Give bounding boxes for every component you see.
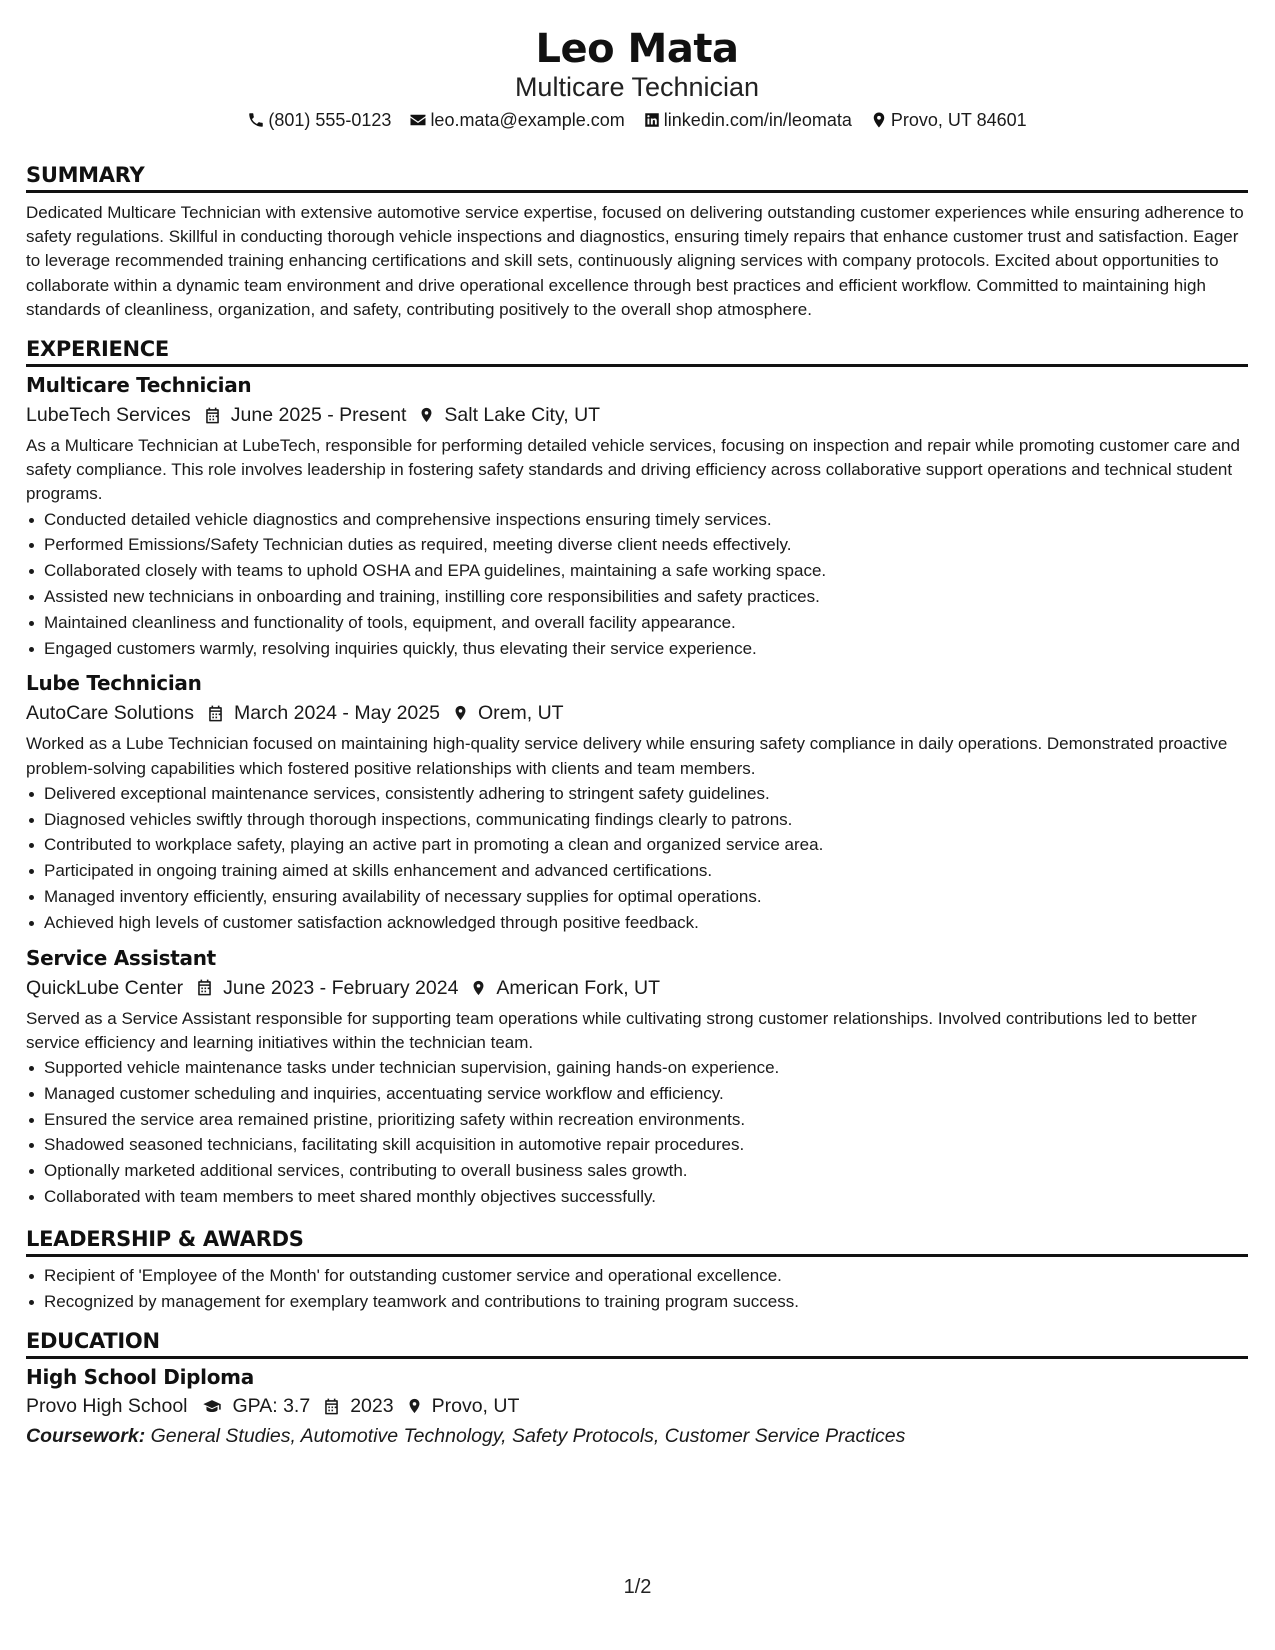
candidate-name: Leo Mata (535, 26, 739, 72)
education-meta (26, 1392, 1248, 1420)
location-text: Provo, UT 84601 (890, 110, 1027, 130)
degree-title: High School Diploma (26, 1365, 254, 1390)
job-location: Orem, UT (477, 702, 564, 725)
company-name: AutoCare Solutions (26, 702, 195, 725)
list-item: Optionally marketed additional services, contributing to overall business sales growth. (44, 1158, 1248, 1184)
job-title: Service Assistant (26, 945, 216, 970)
job-entry (26, 372, 1248, 661)
contact-bar (26, 108, 1248, 132)
list-item: Assisted new technicians in onboarding and training, instilling core responsibilities and safety practices. (44, 584, 1248, 610)
job-meta (26, 699, 1248, 727)
list-item: Engaged customers warmly, resolving inquiries quickly, thus elevating their service experience. (44, 636, 1248, 662)
list-item: Conducted detailed vehicle diagnostics and comprehensive inspections ensuring timely services. (44, 507, 1248, 533)
job-dates: March 2024 - May 2025 (234, 702, 440, 725)
list-item: Contributed to workplace safety, playing an active part in promoting a clean and organized service area. (44, 832, 1248, 858)
company-name: QuickLube Center (26, 976, 184, 999)
job-meta (26, 401, 1248, 429)
list-item: Shadowed seasoned technicians, facilitating skill acquisition in automotive repair procedures. (44, 1132, 1248, 1158)
job-meta (26, 974, 1248, 1002)
job-bullets (26, 1055, 1248, 1210)
phone-icon (247, 111, 265, 129)
linkedin-text: linkedin.com/in/leomata (663, 110, 852, 130)
list-item: Participated in ongoing training aimed at skills enhancement and advanced certifications. (44, 858, 1248, 884)
list-item: Recipient of 'Employee of the Month' for outstanding customer service and operational excellence. (44, 1263, 1248, 1289)
contact-location (870, 108, 1027, 132)
summary-heading: SUMMARY (26, 162, 1248, 193)
map-pin-icon (470, 978, 487, 998)
list-item: Maintained cleanliness and functionality of tools, equipment, and overall facility appearance. (44, 610, 1248, 636)
map-pin-icon (870, 111, 888, 129)
experience-heading: EXPERIENCE (26, 336, 1248, 367)
resume-page (26, 0, 1248, 1450)
graduation-year: 2023 (350, 1395, 394, 1418)
education-heading: EDUCATION (26, 1328, 1248, 1359)
list-item: Managed customer scheduling and inquiries, accentuating service workflow and efficiency. (44, 1081, 1248, 1107)
job-title: Lube Technician (26, 671, 202, 696)
contact-linkedin[interactable] (643, 108, 852, 132)
job-entry (26, 945, 1248, 1210)
candidate-title: Multicare Technician (514, 72, 760, 102)
job-entry (26, 670, 1248, 935)
list-item: Delivered exceptional maintenance services, consistently adhering to stringent safety guidelines. (44, 781, 1248, 807)
page-number: 1/2 (623, 1576, 652, 1598)
phone-text: (801) 555-0123 (268, 110, 392, 130)
job-description: Worked as a Lube Technician focused on maintaining high-quality service delivery while ensuring safety compliance in daily operations. Demonstrated proactive problem-solving capabilities which fostered positive relationships with clients and team members. (26, 734, 1228, 778)
summary-text: Dedicated Multicare Technician with extensive automotive service expertise, focused on delivering outstanding customer experiences while ensuring adherence to safety regulations. Skillful in conducting thorough vehicle inspections and diagnostics, ensuring timely repairs that enhance customer trust and satisfaction. Eager to leverage recommended training enhancing certifications and skill sets, continuously aligning services with company protocols. Excited about opportunities to collaborate within a dynamic team environment and drive operational excellence through best practices and efficient workflow. Committed to maintaining high standards of cleanliness, organization, and safety, contributing positively to the overall shop atmosphere. (26, 203, 1244, 319)
list-item: Managed inventory efficiently, ensuring availability of necessary supplies for optimal operations. (44, 884, 1248, 910)
calendar-icon (203, 406, 222, 425)
graduation-cap-icon (200, 1397, 224, 1416)
coursework-label: Coursework: (26, 1425, 146, 1448)
list-item: Collaborated with team members to meet shared monthly objectives successfully. (44, 1184, 1248, 1210)
list-item: Collaborated closely with teams to uphold OSHA and EPA guidelines, maintaining a safe working space. (44, 558, 1248, 584)
job-location: Salt Lake City, UT (444, 404, 601, 427)
list-item: Ensured the service area remained pristine, prioritizing safety within recreation environments. (44, 1107, 1248, 1133)
school-name: Provo High School (26, 1395, 188, 1418)
list-item: Recognized by management for exemplary teamwork and contributions to training program success. (44, 1289, 1248, 1315)
calendar-icon (195, 978, 214, 997)
map-pin-icon (452, 703, 469, 723)
coursework-text: General Studies, Automotive Technology, Safety Protocols, Customer Service Practices (150, 1425, 906, 1448)
experience-section (26, 336, 1248, 1210)
map-pin-icon (418, 405, 435, 425)
job-bullets (26, 781, 1248, 936)
education-section (26, 1328, 1248, 1450)
summary-section (26, 162, 1248, 322)
awards-heading: LEADERSHIP & AWARDS (26, 1226, 1248, 1257)
awards-section (26, 1226, 1248, 1315)
coursework-line (26, 1422, 1248, 1450)
list-item: Achieved high levels of customer satisfaction acknowledged through positive feedback. (44, 910, 1248, 936)
calendar-icon (322, 1397, 341, 1416)
job-bullets (26, 507, 1248, 662)
job-title: Multicare Technician (26, 373, 252, 398)
linkedin-icon (643, 111, 661, 129)
list-item: Diagnosed vehicles swiftly through thorough inspections, communicating findings clearly to patrons. (44, 807, 1248, 833)
list-item: Supported vehicle maintenance tasks under technician supervision, gaining hands-on experience. (44, 1055, 1248, 1081)
awards-bullets (26, 1263, 1248, 1315)
email-text: leo.mata@example.com (430, 110, 625, 130)
gpa-text: GPA: 3.7 (232, 1395, 311, 1418)
calendar-icon (206, 704, 225, 723)
job-dates: June 2023 - February 2024 (223, 976, 459, 999)
contact-email[interactable] (409, 108, 624, 132)
job-description: Served as a Service Assistant responsible for supporting team operations while cultivating strong customer relationships. Involved contributions led to better service efficiency and learning initiatives within the technician team. (26, 1008, 1197, 1052)
map-pin-icon (406, 1396, 423, 1416)
list-item: Performed Emissions/Safety Technician duties as required, meeting diverse client needs effectively. (44, 532, 1248, 558)
company-name: LubeTech Services (26, 404, 191, 427)
job-description: As a Multicare Technician at LubeTech, responsible for performing detailed vehicle services, focusing on inspection and repair while promoting customer care and safety compliance. This role involves leadership in fostering safety standards and driving efficiency across collaborative support operations and technical student programs. (26, 436, 1240, 504)
contact-phone[interactable] (247, 108, 391, 132)
job-location: American Fork, UT (496, 976, 661, 999)
envelope-icon (409, 111, 427, 129)
resume-header (26, 27, 1248, 132)
job-dates: June 2025 - Present (230, 404, 407, 427)
school-location: Provo, UT (431, 1395, 520, 1418)
